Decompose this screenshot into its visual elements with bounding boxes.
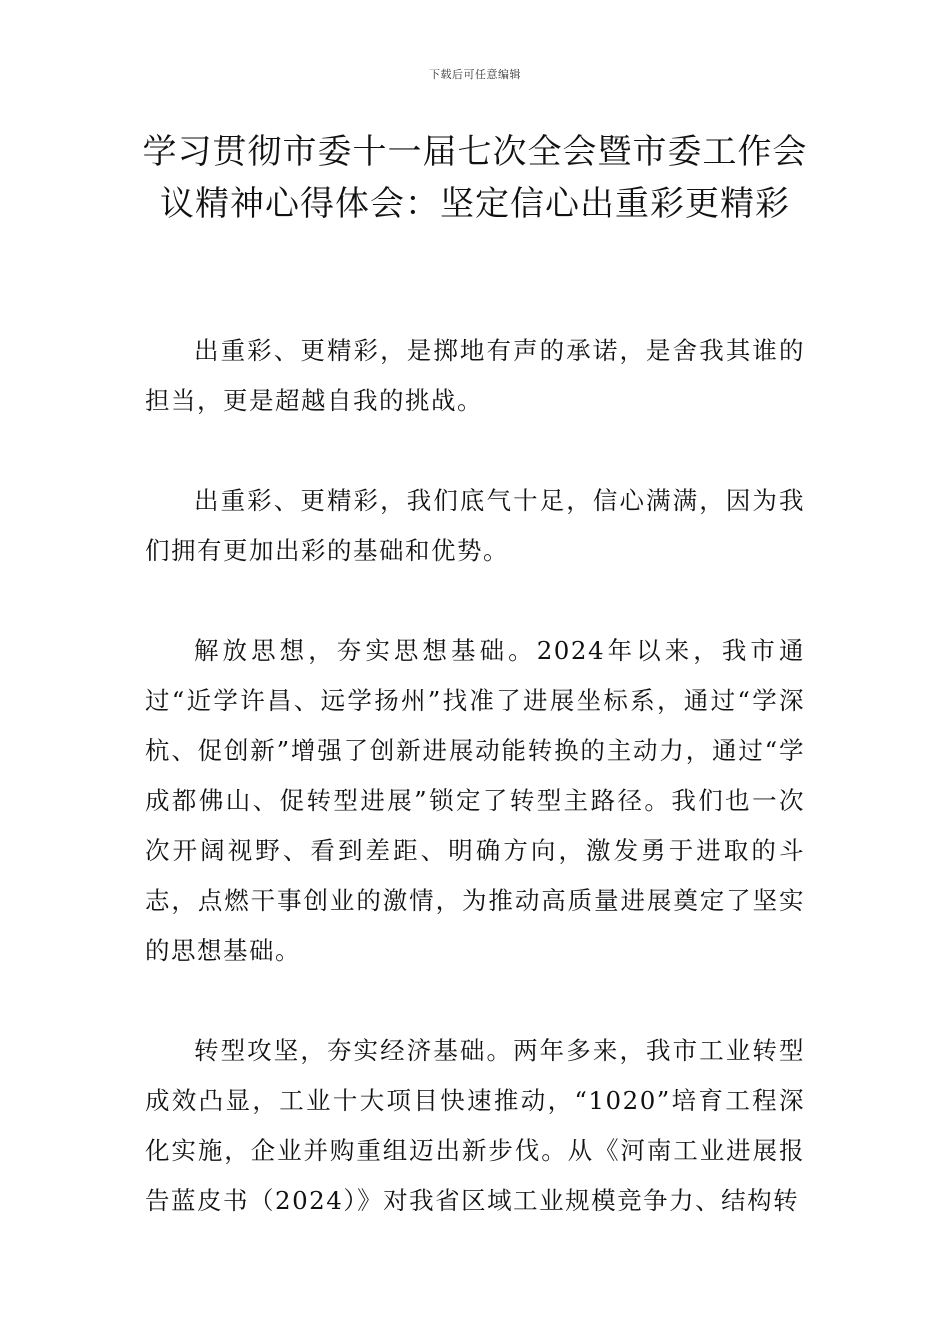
- paragraph-1: 出重彩、更精彩，是掷地有声的承诺，是舍我其谁的担当，更是超越自我的挑战。: [145, 336, 805, 415]
- paragraph-4: 转型攻坚，夯实经济基础。两年多来，我市工业转型成效凸显，工业十大项目快速推动，“1020”培育工程深化实施，企业并购重组迈出新步伐。从《河南工业进展报告蓝皮书（2024）》对我省区域工业规模竞争力、结构转: [145, 1036, 805, 1215]
- header-note: 下载后可任意编辑: [429, 68, 521, 81]
- paragraph-3: 解放思想，夯实思想基础。2024年以来，我市通过“近学许昌、远学扬州”找准了进展坐标系，通过“学深杭、促创新”增强了创新进展动能转换的主动力，通过“学成都佛山、促转型进展”锁定了转型主路径。我们也一次次开阔视野、看到差距、明确方向，激发勇于进取的斗志，点燃干事创业的激情，为推动高质量进展奠定了坚实的思想基础。: [145, 636, 805, 965]
- document-title: 学习贯彻市委十一届七次全会暨市委工作会议精神心得体会：坚定信心出重彩更精彩: [142, 132, 808, 224]
- document-body: [145, 326, 805, 1276]
- paragraph-2: 出重彩、更精彩，我们底气十足，信心满满，因为我们拥有更加出彩的基础和优势。: [145, 486, 805, 565]
